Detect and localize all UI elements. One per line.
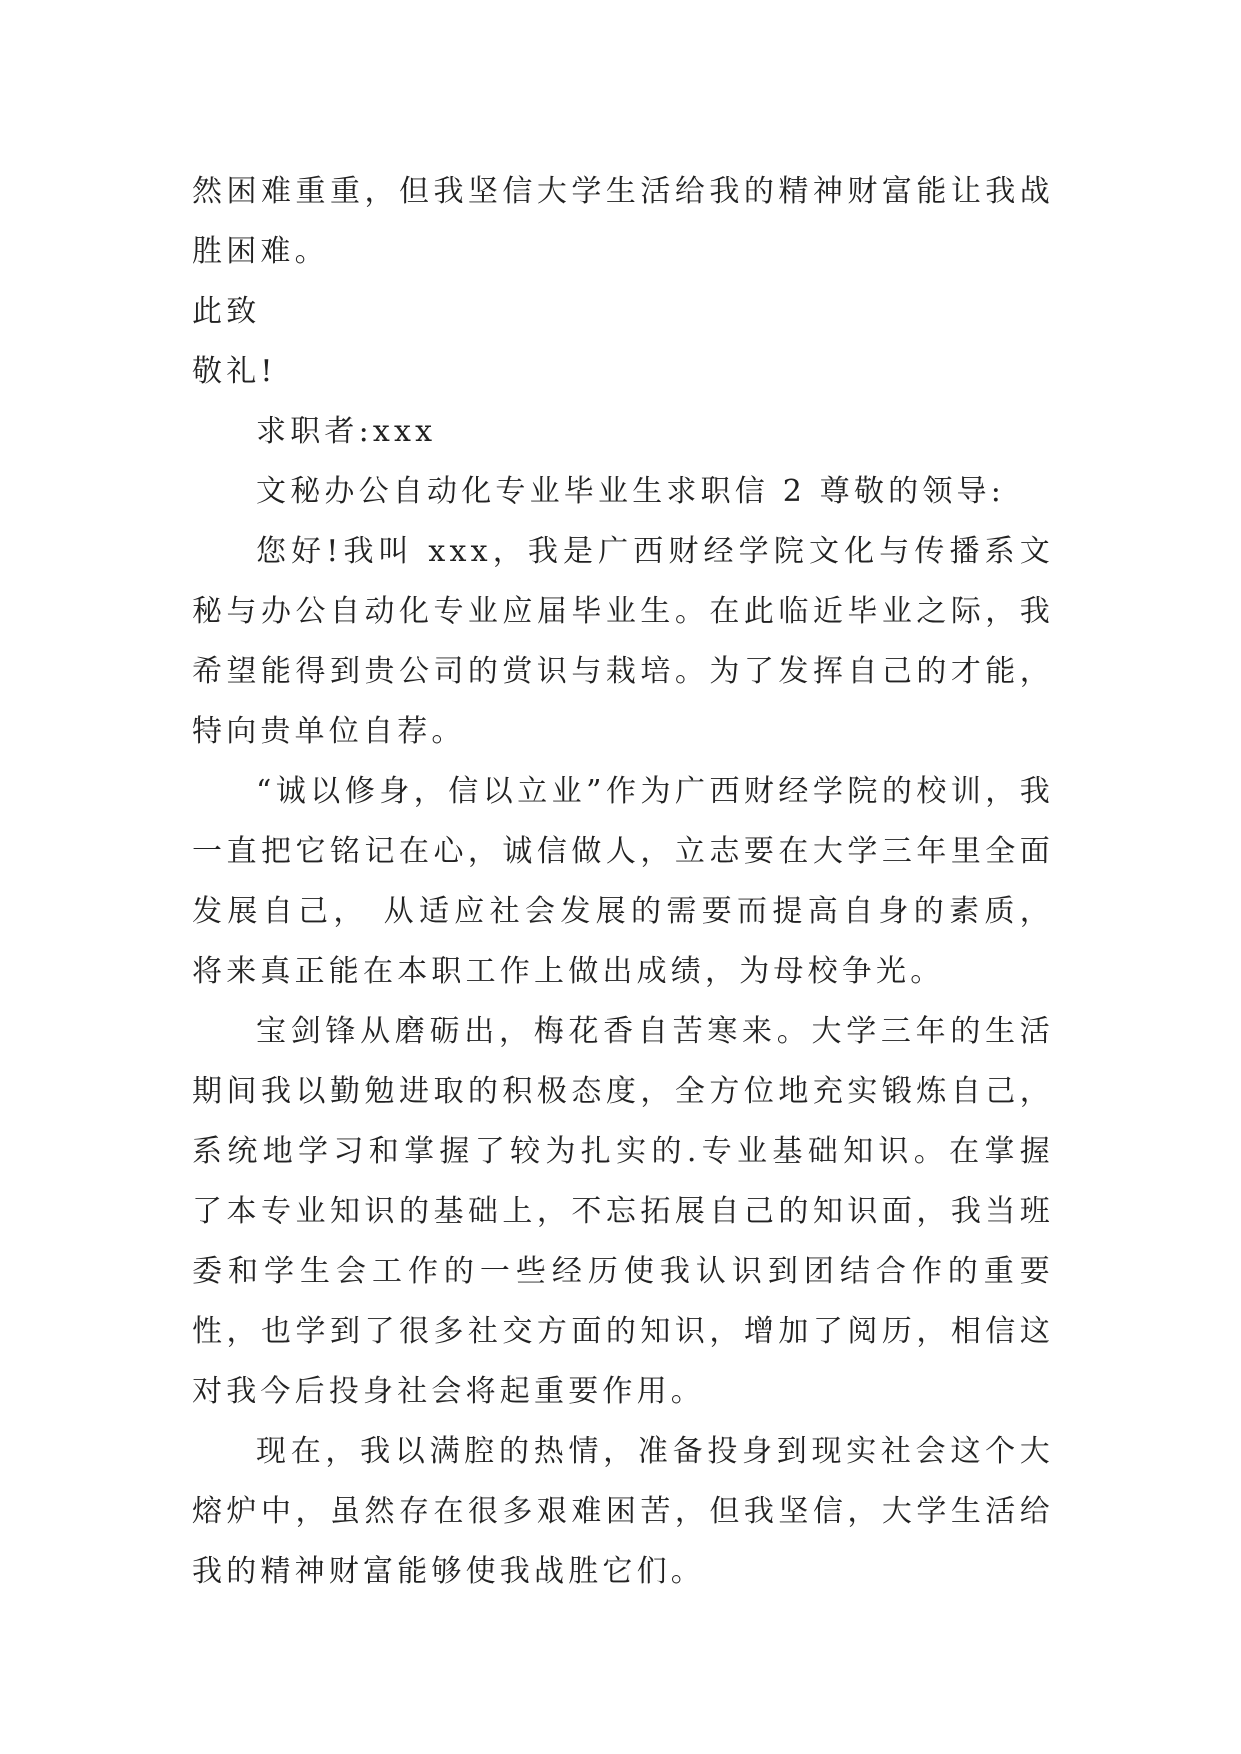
paragraph-motto: “诚以修身，信以立业”作为广西财经学院的校训，我一直把它铭记在心，诚信做人，立志要在大学三年里全面发展自己， 从适应社会发展的需要而提高自身的素质，将来真正能在本职工作上做出成绩，为母校争光。 bbox=[192, 774, 1054, 989]
closing-regards: 敬礼! bbox=[192, 354, 277, 389]
signature-line: 求职者:xxx bbox=[256, 414, 437, 449]
paragraph-conclusion: 现在，我以满腔的热情，准备投身到现实社会这个大熔炉中，虽然存在很多艰难困苦，但我坚信，大学生活给我的精神财富能够使我战胜它们。 bbox=[192, 1434, 1054, 1589]
paragraph-experience: 宝剑锋从磨砺出，梅花香自苦寒来。大学三年的生活期间我以勤勉进取的积极态度，全方位地充实锻炼自己，系统地学习和掌握了较为扎实的.专业基础知识。在掌握了本专业知识的基础上，不忘拓展自己的知识面，我当班委和学生会工作的一些经历使我认识到团结合作的重要性，也学到了很多社交方面的知识，增加了阅历，相信这对我今后投身社会将起重要作用。 bbox=[192, 1014, 1054, 1409]
paragraph-intro: 您好!我叫 xxx，我是广西财经学院文化与传播系文秘与办公自动化专业应届毕业生。在此临近毕业之际，我希望能得到贵公司的赏识与栽培。为了发挥自己的才能，特向贵单位自荐。 bbox=[192, 534, 1054, 749]
letter-heading: 文秘办公自动化专业毕业生求职信 2 尊敬的领导: bbox=[256, 474, 1006, 509]
document-body bbox=[192, 162, 1054, 1602]
closing-salutation: 此致 bbox=[192, 294, 261, 329]
paragraph-continuation: 然困难重重，但我坚信大学生活给我的精神财富能让我战胜困难。 bbox=[192, 174, 1054, 269]
